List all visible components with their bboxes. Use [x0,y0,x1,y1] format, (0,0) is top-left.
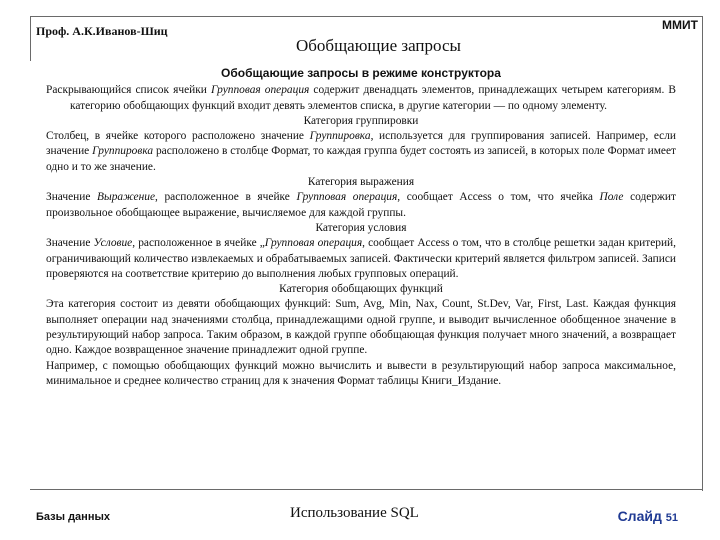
slide-label: Слайд [617,508,666,524]
paragraph-expression [46,190,676,221]
text-run: , расположенное в ячейке [155,191,297,204]
text-run: , используется для группирования записей. Например, если значение [46,130,676,158]
italic-term: Выражение [97,191,155,204]
footer-course: Базы данных [36,511,110,523]
italic-term: Групповая операция [296,191,398,204]
italic-term: Условие [93,237,133,250]
header-org: ММИТ [662,18,698,32]
text-run: Значение [46,237,94,250]
header-frame-left-edge [30,16,31,61]
italic-term: Поле [599,191,624,204]
text-run: Значение [46,191,98,204]
paragraph-aggregate-functions: Эта категория состоит из девяти обобщающих функций: Sum, Avg, Min, Nax, Count, St.Dev, Var, First, Last. Каждая функция выполняет операции над значениями столбца, принадлежащими одной группе, и выводит вычисленное обобщенное значение в результирующий набор запроса. Таким образом, в каждой группе обобщающая функция получает много значений, а возвращает одно. Каждое возвращенное значение принадлежит одной группе. [46,298,676,357]
category-heading-grouping: Категория группировки [303,114,419,127]
italic-term: Групповая операция [264,237,363,250]
footer-slide-number [618,508,678,524]
text-run: , сообщает Access о том, что в столбце решетки задан критерий, ограничивающий количество извлекаемых и обрабатываемых записей. Фактически критерий является фильтром записей. Записи проверяются на соответствие критерию до выполнения любых групповых операций. [46,237,676,280]
category-heading-condition: Категория условия [315,221,407,234]
paragraph-condition [46,236,676,282]
italic-term: Группировка [309,130,371,143]
slide-content [46,66,676,389]
text-run: расположено в столбце Формат, то каждая группа будет состоять из записей, в которых поле Формат имеет одно и то же значение. [46,145,676,173]
category-heading-aggregate: Категория обобщающих функций [279,283,443,296]
paragraph-example: Например, с помощью обобщающих функций можно вычислить и вывести в результирующий набор запроса максимальное, минимальное и среднее количество страниц для к значения Формат таблицы Книги_Издание. [46,359,676,387]
text-run: содержит двенадцать элементов, принадлежащих четырем категориям. В категорию обобщающих функций входит девять элементов списка, в другие категории — по одному элементу. [70,84,677,112]
text-run: содержит произвольное обобщающее выражение, вычисляемое для каждой группы. [46,191,676,219]
slide-subtitle: Обобщающие запросы в режиме конструктора [221,66,501,80]
text-run: , расположенное в ячейке „ [132,237,265,250]
italic-term: Групповая операция [210,84,310,97]
slide-header-title: Обобщающие запросы [296,36,461,55]
footer-divider [30,489,702,490]
slide-number: 51 [665,512,678,524]
header-author: Проф. А.К.Иванов-Шиц [36,24,168,38]
italic-term: Группировка [92,145,154,158]
category-heading-expression: Категория выражения [307,176,415,189]
text-run: Раскрывающийся список ячейки [46,84,211,97]
paragraph-grouping [46,129,676,175]
text-run: Столбец, в ячейке которого расположено значение [46,130,310,143]
text-run: , сообщает Access о том, что ячейка [397,191,600,204]
paragraph-dropdown-list [46,83,676,114]
footer-topic: Использование SQL [290,505,419,521]
